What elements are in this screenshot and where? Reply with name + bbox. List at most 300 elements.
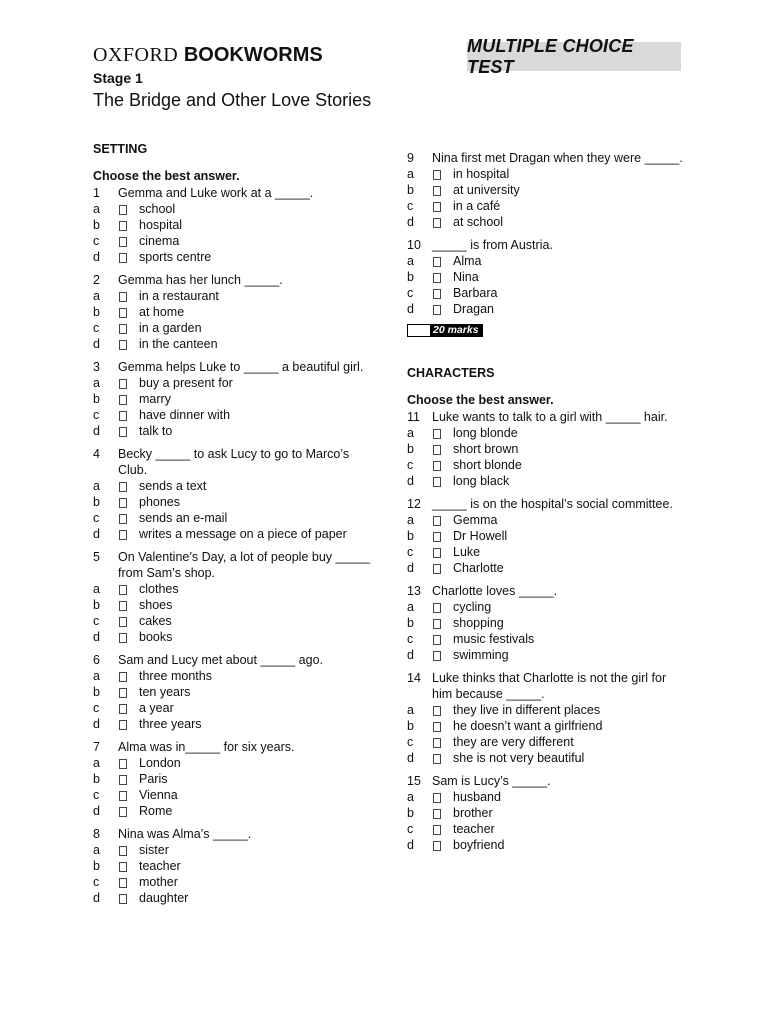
- question-text: Gemma helps Luke to _____ a beautiful girl.: [118, 360, 364, 374]
- answer-checkbox-icon[interactable]: [118, 288, 139, 304]
- option-letter: d: [93, 804, 100, 818]
- answer-option[interactable]: [407, 441, 687, 457]
- answer-option[interactable]: [407, 805, 687, 821]
- option-text: at school: [453, 215, 504, 229]
- answer-checkbox-icon[interactable]: [432, 821, 453, 837]
- option-text: Rome: [139, 804, 173, 818]
- question-number: 5: [93, 550, 100, 564]
- option-letter: b: [93, 218, 100, 232]
- option-text: Luke: [453, 545, 481, 559]
- answer-option[interactable]: [93, 716, 373, 732]
- option-letter: d: [407, 215, 414, 229]
- answer-checkbox-icon[interactable]: [432, 702, 453, 718]
- answer-checkbox-icon[interactable]: [118, 629, 139, 645]
- answer-checkbox-icon[interactable]: [118, 874, 139, 890]
- option-letter: a: [407, 167, 414, 181]
- answer-option[interactable]: [93, 201, 373, 217]
- answer-option[interactable]: [93, 233, 373, 249]
- option-letter: b: [93, 859, 100, 873]
- answer-option[interactable]: [93, 668, 373, 684]
- option-letter: b: [93, 598, 100, 612]
- answer-checkbox-icon[interactable]: [432, 441, 453, 457]
- answer-checkbox-icon[interactable]: [118, 858, 139, 874]
- option-letter: d: [407, 302, 414, 316]
- answer-checkbox-icon[interactable]: [432, 647, 453, 663]
- question-line: [93, 359, 373, 375]
- option-letter: b: [93, 305, 100, 319]
- answer-checkbox-icon[interactable]: [118, 597, 139, 613]
- question-number: 2: [93, 273, 100, 287]
- option-letter: c: [407, 822, 414, 836]
- answer-checkbox-icon[interactable]: [118, 581, 139, 597]
- option-text: ten years: [139, 685, 191, 699]
- answer-checkbox-icon[interactable]: [432, 544, 453, 560]
- question-number: 7: [93, 740, 100, 754]
- answer-option[interactable]: [407, 214, 687, 230]
- option-text: hospital: [139, 218, 183, 232]
- option-letter: d: [407, 648, 414, 662]
- publisher-brand: [93, 44, 323, 67]
- option-text: mother: [139, 875, 178, 889]
- question-number: 6: [93, 653, 100, 667]
- answer-option[interactable]: [93, 510, 373, 526]
- answer-checkbox-icon[interactable]: [118, 375, 139, 391]
- question-text: Luke thinks that Charlotte is not the girl for him because _____.: [432, 671, 667, 701]
- answer-option[interactable]: [93, 391, 373, 407]
- option-letter: c: [407, 735, 414, 749]
- option-text: cinema: [139, 234, 180, 248]
- answer-checkbox-icon[interactable]: [118, 716, 139, 732]
- question-text: _____ is on the hospital’s social committee.: [432, 497, 673, 511]
- answer-checkbox-icon[interactable]: [432, 214, 453, 230]
- question-number: 8: [93, 827, 100, 841]
- answer-option[interactable]: [407, 560, 687, 576]
- answer-option[interactable]: [93, 890, 373, 906]
- option-text: clothes: [139, 582, 179, 596]
- option-text: in a garden: [139, 321, 202, 335]
- option-letter: b: [93, 685, 100, 699]
- answer-checkbox-icon[interactable]: [118, 668, 139, 684]
- answer-option[interactable]: [407, 544, 687, 560]
- brand-bookworms: BOOKWORMS: [183, 44, 323, 66]
- answer-option[interactable]: [93, 842, 373, 858]
- question-text: Gemma and Luke work at a _____.: [118, 186, 314, 200]
- answer-checkbox-icon[interactable]: [118, 249, 139, 265]
- option-letter: d: [93, 527, 100, 541]
- answer-option[interactable]: [93, 874, 373, 890]
- answer-option[interactable]: [93, 288, 373, 304]
- answer-checkbox-icon[interactable]: [118, 526, 139, 542]
- question-line: [93, 549, 373, 581]
- answer-option[interactable]: [407, 512, 687, 528]
- option-letter: d: [93, 424, 100, 438]
- question-2: [93, 272, 373, 352]
- option-text: cakes: [139, 614, 172, 628]
- option-letter: a: [93, 756, 100, 770]
- option-text: sends a text: [139, 479, 207, 493]
- answer-option[interactable]: [93, 581, 373, 597]
- stage-label: Stage 1: [93, 70, 143, 86]
- question-line: [407, 409, 687, 425]
- question-line: [93, 446, 373, 478]
- answer-option[interactable]: [93, 304, 373, 320]
- option-letter: d: [93, 337, 100, 351]
- option-text: Dragan: [453, 302, 494, 316]
- answer-checkbox-icon[interactable]: [118, 771, 139, 787]
- option-text: long black: [453, 474, 510, 488]
- option-text: buy a present for: [139, 376, 233, 390]
- question-9: [407, 150, 687, 230]
- option-letter: b: [407, 442, 414, 456]
- option-text: at home: [139, 305, 185, 319]
- answer-checkbox-icon[interactable]: [118, 494, 139, 510]
- option-letter: a: [93, 289, 100, 303]
- answer-option[interactable]: [93, 423, 373, 439]
- option-text: in a café: [453, 199, 501, 213]
- answer-option[interactable]: [407, 821, 687, 837]
- answer-option[interactable]: [93, 526, 373, 542]
- option-letter: a: [93, 582, 100, 596]
- option-text: they are very different: [453, 735, 574, 749]
- answer-checkbox-icon[interactable]: [432, 425, 453, 441]
- question-text: Sam and Lucy met about _____ ago.: [118, 653, 324, 667]
- marks-score-box[interactable]: [407, 324, 431, 337]
- option-text: phones: [139, 495, 181, 509]
- option-text: Barbara: [453, 286, 498, 300]
- section-heading-setting: SETTING: [93, 142, 148, 156]
- option-letter: a: [407, 790, 414, 804]
- option-letter: c: [407, 632, 414, 646]
- option-text: shopping: [453, 616, 504, 630]
- answer-option[interactable]: [407, 702, 687, 718]
- answer-option[interactable]: [407, 457, 687, 473]
- answer-option[interactable]: [407, 615, 687, 631]
- answer-checkbox-icon[interactable]: [432, 560, 453, 576]
- option-letter: c: [407, 286, 414, 300]
- brand-oxford: OXFORD: [93, 44, 179, 66]
- answer-option[interactable]: [407, 301, 687, 317]
- option-letter: c: [93, 234, 100, 248]
- question-list-right-setting: [407, 150, 687, 317]
- answer-checkbox-icon[interactable]: [432, 615, 453, 631]
- option-letter: b: [93, 392, 100, 406]
- option-text: they live in different places: [453, 703, 601, 717]
- option-text: she is not very beautiful: [453, 751, 585, 765]
- question-list-right-characters: [407, 409, 687, 853]
- question-line: [407, 150, 687, 166]
- answer-checkbox-icon[interactable]: [118, 336, 139, 352]
- marks-row: [407, 324, 687, 337]
- test-type-badge: MULTIPLE CHOICE TEST: [467, 42, 681, 71]
- option-text: talk to: [139, 424, 173, 438]
- answer-option[interactable]: [407, 718, 687, 734]
- option-text: swimming: [453, 648, 509, 662]
- answer-option[interactable]: [407, 837, 687, 853]
- option-text: husband: [453, 790, 501, 804]
- option-letter: d: [93, 630, 100, 644]
- option-text: in a restaurant: [139, 289, 219, 303]
- answer-checkbox-icon[interactable]: [432, 599, 453, 615]
- question-3: [93, 359, 373, 439]
- option-text: books: [139, 630, 173, 644]
- answer-option[interactable]: [93, 494, 373, 510]
- option-letter: a: [407, 426, 414, 440]
- answer-checkbox-icon[interactable]: [432, 269, 453, 285]
- answer-option[interactable]: [93, 787, 373, 803]
- left-column: [93, 141, 373, 913]
- option-text: three years: [139, 717, 202, 731]
- question-number: 15: [407, 774, 421, 788]
- option-letter: a: [407, 703, 414, 717]
- answer-checkbox-icon[interactable]: [432, 805, 453, 821]
- answer-checkbox-icon[interactable]: [118, 787, 139, 803]
- option-text: at university: [453, 183, 520, 197]
- answer-option[interactable]: [93, 375, 373, 391]
- option-text: Charlotte: [453, 561, 504, 575]
- answer-checkbox-icon[interactable]: [432, 750, 453, 766]
- question-line: [407, 583, 687, 599]
- option-text: boyfriend: [453, 838, 505, 852]
- option-text: Paris: [139, 772, 168, 786]
- option-letter: a: [93, 376, 100, 390]
- question-6: [93, 652, 373, 732]
- question-14: [407, 670, 687, 766]
- option-letter: d: [407, 838, 414, 852]
- option-letter: b: [93, 772, 100, 786]
- question-list-left: [93, 185, 373, 906]
- answer-option[interactable]: [93, 336, 373, 352]
- question-text: Alma was in_____ for six years.: [118, 740, 295, 754]
- answer-checkbox-icon[interactable]: [118, 391, 139, 407]
- option-letter: c: [93, 701, 100, 715]
- option-text: school: [139, 202, 176, 216]
- answer-checkbox-icon[interactable]: [432, 253, 453, 269]
- question-line: [407, 496, 687, 512]
- question-text: Sam is Lucy’s _____.: [432, 774, 551, 788]
- answer-option[interactable]: [93, 597, 373, 613]
- answer-checkbox-icon[interactable]: [432, 512, 453, 528]
- question-number: 4: [93, 447, 100, 461]
- question-number: 10: [407, 238, 421, 252]
- question-number: 1: [93, 186, 100, 200]
- option-text: short blonde: [453, 458, 522, 472]
- question-13: [407, 583, 687, 663]
- answer-option[interactable]: [407, 253, 687, 269]
- option-text: in hospital: [453, 167, 510, 181]
- question-15: [407, 773, 687, 853]
- answer-option[interactable]: [407, 734, 687, 750]
- option-letter: a: [407, 254, 414, 268]
- answer-checkbox-icon[interactable]: [432, 166, 453, 182]
- answer-option[interactable]: [93, 407, 373, 423]
- option-letter: c: [93, 321, 100, 335]
- option-letter: d: [93, 891, 100, 905]
- option-letter: a: [93, 669, 100, 683]
- question-number: 14: [407, 671, 421, 685]
- question-text: Gemma has her lunch _____.: [118, 273, 283, 287]
- answer-checkbox-icon[interactable]: [118, 510, 139, 526]
- option-text: a year: [139, 701, 174, 715]
- option-letter: b: [407, 806, 414, 820]
- answer-checkbox-icon[interactable]: [118, 407, 139, 423]
- option-letter: b: [407, 529, 414, 543]
- option-text: cycling: [453, 600, 492, 614]
- question-number: 13: [407, 584, 421, 598]
- option-letter: a: [93, 479, 100, 493]
- option-text: sports centre: [139, 250, 212, 264]
- option-text: daughter: [139, 891, 189, 905]
- answer-checkbox-icon[interactable]: [118, 803, 139, 819]
- answer-option[interactable]: [93, 320, 373, 336]
- option-letter: a: [93, 843, 100, 857]
- question-line: [93, 652, 373, 668]
- answer-option[interactable]: [407, 425, 687, 441]
- answer-checkbox-icon[interactable]: [118, 613, 139, 629]
- option-letter: b: [407, 719, 414, 733]
- question-number: 3: [93, 360, 100, 374]
- question-line: [93, 185, 373, 201]
- answer-checkbox-icon[interactable]: [118, 304, 139, 320]
- option-text: writes a message on a piece of paper: [139, 527, 347, 541]
- answer-option[interactable]: [407, 269, 687, 285]
- option-letter: c: [93, 614, 100, 628]
- question-5: [93, 549, 373, 645]
- option-letter: b: [407, 183, 414, 197]
- answer-option[interactable]: [407, 750, 687, 766]
- option-text: sister: [139, 843, 169, 857]
- answer-checkbox-icon[interactable]: [432, 285, 453, 301]
- option-text: three months: [139, 669, 212, 683]
- option-text: in the canteen: [139, 337, 218, 351]
- answer-checkbox-icon[interactable]: [432, 473, 453, 489]
- answer-option[interactable]: [93, 478, 373, 494]
- question-number: 9: [407, 151, 414, 165]
- answer-checkbox-icon[interactable]: [118, 217, 139, 233]
- answer-checkbox-icon[interactable]: [118, 478, 139, 494]
- answer-option[interactable]: [93, 771, 373, 787]
- option-text: Alma: [453, 254, 482, 268]
- question-number: 11: [407, 410, 420, 424]
- answer-option[interactable]: [93, 858, 373, 874]
- answer-option[interactable]: [93, 755, 373, 771]
- option-text: teacher: [139, 859, 181, 873]
- answer-checkbox-icon[interactable]: [432, 182, 453, 198]
- answer-checkbox-icon[interactable]: [432, 457, 453, 473]
- answer-checkbox-icon[interactable]: [432, 198, 453, 214]
- option-letter: d: [93, 717, 100, 731]
- option-letter: c: [407, 458, 414, 472]
- option-letter: b: [407, 616, 414, 630]
- answer-checkbox-icon[interactable]: [432, 837, 453, 853]
- option-letter: a: [93, 202, 100, 216]
- answer-option[interactable]: [407, 166, 687, 182]
- option-text: Vienna: [139, 788, 178, 802]
- answer-option[interactable]: [93, 249, 373, 265]
- answer-option[interactable]: [407, 182, 687, 198]
- question-12: [407, 496, 687, 576]
- question-text: Luke wants to talk to a girl with _____ hair.: [432, 410, 668, 424]
- answer-option[interactable]: [93, 629, 373, 645]
- option-letter: a: [407, 600, 414, 614]
- right-column: [407, 150, 687, 860]
- question-line: [407, 773, 687, 789]
- option-text: have dinner with: [139, 408, 231, 422]
- answer-option[interactable]: [407, 789, 687, 805]
- answer-option[interactable]: [93, 803, 373, 819]
- option-text: long blonde: [453, 426, 518, 440]
- answer-checkbox-icon[interactable]: [432, 789, 453, 805]
- option-text: Dr Howell: [453, 529, 508, 543]
- option-letter: d: [407, 561, 414, 575]
- option-text: brother: [453, 806, 493, 820]
- option-letter: c: [93, 875, 100, 889]
- option-text: short brown: [453, 442, 519, 456]
- marks-label: 20 marks: [431, 324, 483, 337]
- answer-checkbox-icon[interactable]: [432, 718, 453, 734]
- answer-checkbox-icon[interactable]: [118, 233, 139, 249]
- answer-checkbox-icon[interactable]: [118, 684, 139, 700]
- answer-checkbox-icon[interactable]: [432, 631, 453, 647]
- option-letter: c: [93, 788, 100, 802]
- question-line: [93, 826, 373, 842]
- option-letter: d: [407, 474, 414, 488]
- answer-option[interactable]: [407, 599, 687, 615]
- answer-option[interactable]: [93, 700, 373, 716]
- answer-checkbox-icon[interactable]: [118, 700, 139, 716]
- option-text: teacher: [453, 822, 495, 836]
- option-letter: b: [93, 495, 100, 509]
- answer-option[interactable]: [407, 473, 687, 489]
- question-line: [93, 272, 373, 288]
- answer-checkbox-icon[interactable]: [432, 734, 453, 750]
- option-letter: c: [407, 545, 414, 559]
- answer-option[interactable]: [407, 631, 687, 647]
- answer-checkbox-icon[interactable]: [432, 301, 453, 317]
- option-letter: c: [93, 511, 100, 525]
- answer-option[interactable]: [407, 528, 687, 544]
- answer-checkbox-icon[interactable]: [118, 890, 139, 906]
- answer-option[interactable]: [93, 217, 373, 233]
- section-heading-characters: CHARACTERS: [407, 366, 495, 380]
- question-text: Charlotte loves _____.: [432, 584, 558, 598]
- answer-checkbox-icon[interactable]: [118, 755, 139, 771]
- answer-option[interactable]: [407, 198, 687, 214]
- option-letter: d: [93, 250, 100, 264]
- answer-option[interactable]: [93, 613, 373, 629]
- answer-checkbox-icon[interactable]: [118, 201, 139, 217]
- answer-option[interactable]: [93, 684, 373, 700]
- answer-checkbox-icon[interactable]: [118, 320, 139, 336]
- answer-checkbox-icon[interactable]: [118, 842, 139, 858]
- option-text: marry: [139, 392, 171, 406]
- answer-checkbox-icon[interactable]: [118, 423, 139, 439]
- question-text: Nina first met Dragan when they were _____.: [432, 151, 683, 165]
- option-letter: c: [93, 408, 100, 422]
- answer-checkbox-icon[interactable]: [432, 528, 453, 544]
- option-letter: d: [407, 751, 414, 765]
- instruction-characters: Choose the best answer.: [407, 393, 554, 407]
- option-text: he doesn’t want a girlfriend: [453, 719, 603, 733]
- question-line: [407, 237, 687, 253]
- question-4: [93, 446, 373, 542]
- question-text: Nina was Alma’s _____.: [118, 827, 252, 841]
- answer-option[interactable]: [407, 285, 687, 301]
- option-letter: b: [407, 270, 414, 284]
- answer-option[interactable]: [407, 647, 687, 663]
- question-number: 12: [407, 497, 421, 511]
- question-text: Becky _____ to ask Lucy to go to Marco’s Club.: [118, 447, 350, 477]
- question-10: [407, 237, 687, 317]
